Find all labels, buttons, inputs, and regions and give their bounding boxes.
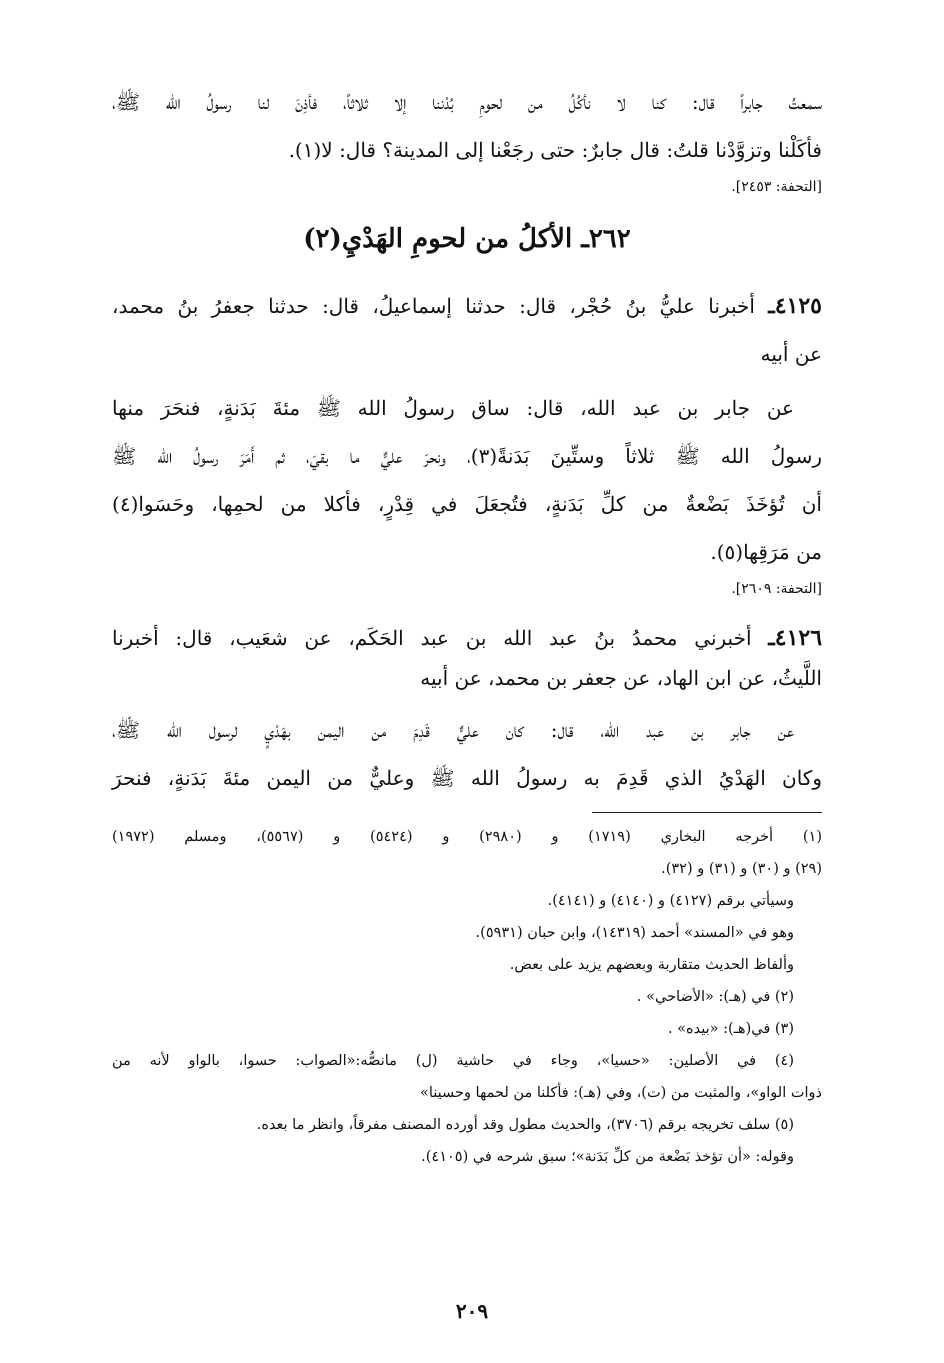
footnote-line: وهو في «المسند» أحمد (١٤٣١٩)، وابن حبان (٥٩٣١). bbox=[475, 925, 794, 941]
page-number: ٢٠٩ bbox=[455, 1299, 489, 1323]
isnad-text: أخبرنا عليُّ بنُ حُجْر، قال: حدثنا إسماعيلُ، قال: حدثنا جعفرُ بنُ محمد، bbox=[112, 294, 755, 318]
text-line: فأكَلْنا وتزوَّدْنا قلتُ: قال جابرٌ: حتى رجَعْنا إلى المدينة؟ قال: لا(١). bbox=[288, 138, 822, 162]
matn-line: وكان الهَدْيُ الذي قَدِمَ به رسولُ الله ﷺ وعليٌّ من اليمن مئةَ بَدَنةٍ، فنحرَ bbox=[112, 766, 822, 790]
isnad-line bbox=[112, 618, 822, 658]
footnote-divider bbox=[592, 812, 822, 813]
page bbox=[112, 78, 822, 1323]
footnote-line: وألفاظ الحديث متقاربة وبعضهم يزيد على بعض. bbox=[509, 957, 794, 973]
footnote-line: (٣) في(هـ): «بيده» . bbox=[667, 1021, 794, 1037]
matn-line: عن جابر بن عبد الله، قال: ساق رسولُ الله ﷺ مئةَ بَدَنةٍ، فنحَرَ منها bbox=[112, 396, 794, 420]
footnote-line: ذوات الواو»، والمثبت من (ت)، وفي (هـ): فأكلنا من لحمها وحسينا» bbox=[420, 1085, 822, 1101]
tuhfa-reference: [التحفة: ٢٤٥٣]. bbox=[731, 179, 822, 195]
hadith-4126-matn bbox=[112, 706, 822, 802]
isnad-text: أخبرني محمدُ بنُ عبد الله بن عبد الحَكَم، عن شعَيب، قال: أخبرنا bbox=[112, 626, 752, 650]
matn-line: رسولُ الله ﷺ ثلاثاً وستِّينَ بَدَنةً(٣)، ونحرَ عليٌّ ما بقيَ، ثم أَمَرَ رسولُ الله ﷺ bbox=[112, 444, 823, 468]
footnote-line: وسيأتي برقم (٤١٢٧) و (٤١٤٠) و (٤١٤١). bbox=[547, 893, 794, 909]
footnote-line: (١) أخرجه البخاري (١٧١٩) و (٢٩٨٠) و (٥٤٢٤) و (٥٥٦٧)، ومسلم (١٩٧٢) bbox=[112, 829, 822, 845]
hadith-number: ٤١٢٥ـ bbox=[768, 293, 822, 319]
hadith-4126 bbox=[112, 618, 822, 698]
hadith-number: ٤١٢٦ـ bbox=[768, 625, 823, 651]
footnote-line: (٥) سلف تخريجه برقم (٣٧٠٦)، والحديث مطول وقد أورده المصنف مفرقاً، وانظر ما بعده. bbox=[256, 1117, 794, 1133]
matn-line: أن تُؤخَذَ بَضْعةٌ من كلِّ بَدَنةٍ، فتُجعَلَ في قِدْرٍ، فأكلا من لحمِها، وحَسَوا(٤) bbox=[112, 492, 822, 516]
isnad-line: اللَّيثُ، عن ابن الهاد، عن جعفر بن محمد، عن أبيه bbox=[420, 666, 822, 690]
footnote-line: (٤) في الأصلين: «حسيا»، وجاء في حاشية (ل) مانصُّه:«الصواب: حسوا، بالواو لأنه من bbox=[112, 1053, 794, 1069]
text-line: سمعتُ جابراً قال: كنا لا نأكُلُ من لحومِ بُدْننا إلا ثلاثاً، فأذِنَ لنا رسولُ الله ﷺ، bbox=[112, 90, 822, 114]
top-paragraph bbox=[112, 78, 822, 174]
matn-line: من مَرَقِها(٥). bbox=[710, 540, 822, 564]
footnote-line: (٢) في (هـ): «الأضاحي» . bbox=[636, 989, 794, 1005]
footnotes bbox=[112, 821, 822, 1173]
tuhfa-reference: [التحفة: ٢٦٠٩]. bbox=[731, 581, 822, 597]
isnad-line bbox=[112, 282, 822, 330]
section-title: ٢٦٢ـ الأكلُ من لحومِ الهَدْيِ(٢) bbox=[303, 224, 631, 254]
footnote-line: (٢٩) و (٣٠) و (٣١) و (٣٢). bbox=[661, 861, 822, 877]
isnad-line: عن أبيه bbox=[760, 342, 822, 366]
footnote-line: وقوله: «أن تؤخذ بَضْعة من كلِّ بَدَنة»؛ سبق شرحه في (٤١٠٥). bbox=[421, 1149, 794, 1165]
hadith-4125 bbox=[112, 282, 822, 576]
matn-line: عن جابر بن عبد الله، قال: كان عليٌّ قَدِمَ من اليمن بهَدْيٍ لرسول الله ﷺ، bbox=[112, 718, 794, 742]
